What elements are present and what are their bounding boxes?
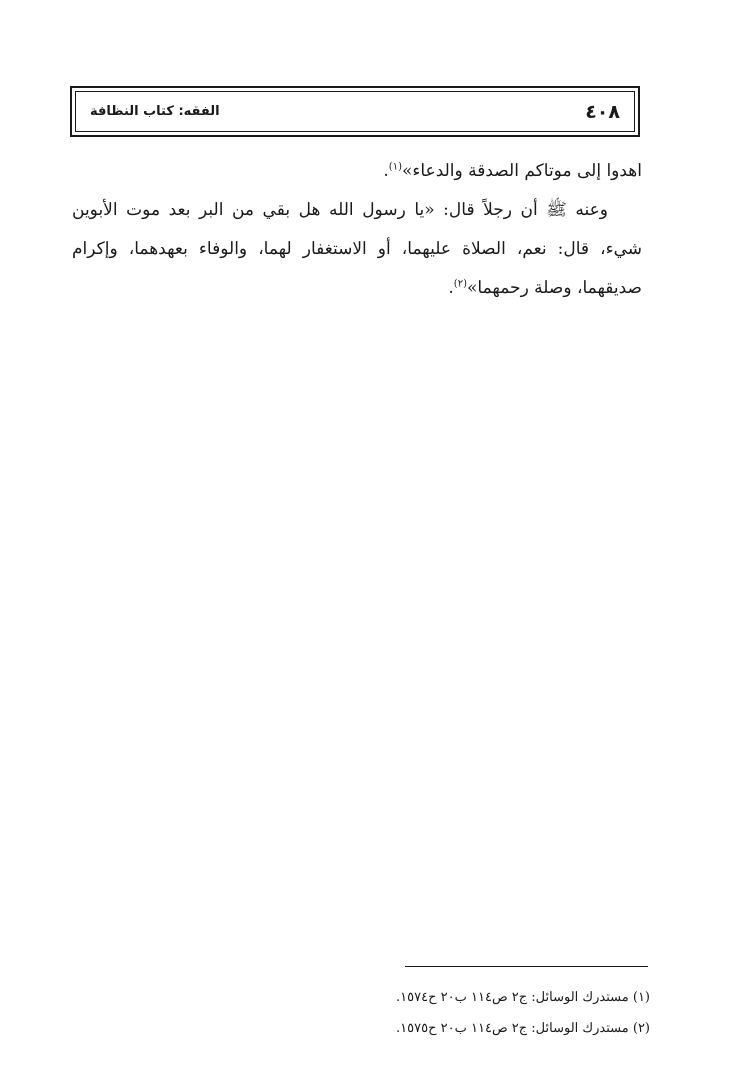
- running-title: الفقه: كتاب النظافة: [90, 104, 220, 119]
- page-header-inner: [75, 91, 635, 132]
- footnote-separator: [405, 966, 648, 967]
- paragraph-2-text: أن رجلاً قال: «يا رسول الله هل بقي من البر بعد موت الأبوين شيء، قال: نعم، الصلاة عليهما، أو الاستغفار لهما، والوفاء بعهدهما، وإكرام صديقهما، وصلة رحمهما»: [72, 200, 642, 298]
- footnote-ref-2: (٢): [453, 278, 467, 290]
- paragraph-1: [72, 152, 642, 191]
- honorific-symbol: ﷺ: [546, 200, 567, 220]
- page-number: ٤٠٨: [585, 100, 620, 123]
- footnote-2: (٢) مستدرك الوسائل: ج٢ ص١١٤ ب٢٠ ح١٥٧٥.: [396, 1021, 650, 1036]
- page-header: [70, 86, 640, 137]
- paragraph-2: [72, 191, 642, 308]
- paragraph-1-text: اهدوا إلى موتاكم الصدقة والدعاء»: [401, 161, 642, 181]
- paragraph-2-end: .: [448, 278, 454, 298]
- footnotes: [300, 982, 650, 1044]
- paragraph-1-end: .: [383, 161, 389, 181]
- paragraph-2-start: وعنه: [566, 200, 608, 220]
- main-text: [72, 152, 642, 308]
- footnote-ref-1: (١): [388, 161, 402, 173]
- footnote-1: (١) مستدرك الوسائل: ج٢ ص١١٤ ب٢٠ ح١٥٧٤.: [396, 990, 650, 1005]
